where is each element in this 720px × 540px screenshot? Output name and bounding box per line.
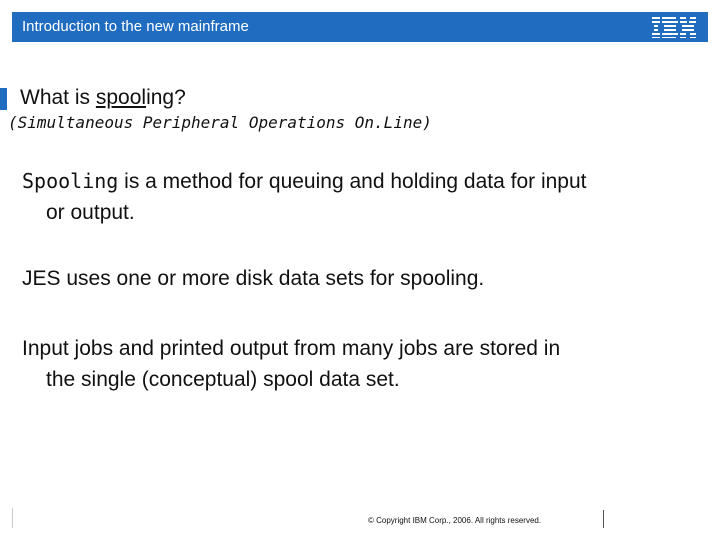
title-suffix: ing?	[146, 86, 186, 109]
paragraph-spooling-definition	[22, 166, 702, 228]
paragraph-line: the single (conceptual) spool data set.	[46, 368, 400, 391]
slide-title	[20, 86, 186, 110]
paragraph-jes-disk	[22, 263, 702, 294]
paragraph-spool-dataset	[22, 333, 702, 395]
paragraph-line: or output.	[46, 201, 135, 224]
paragraph-line: Input jobs and printed output from many jobs are stored in	[22, 337, 561, 360]
header-title: Introduction to the new mainframe	[22, 18, 249, 35]
acronym-expansion: (Simultaneous Peripheral Operations On.Line)	[8, 113, 432, 132]
ibm-logo	[652, 16, 698, 38]
copyright-notice: © Copyright IBM Corp., 2006. All rights reserved.	[368, 516, 542, 525]
title-prefix: What is	[20, 86, 96, 109]
paragraph-line: is a method for queuing and holding data for input	[118, 170, 587, 193]
term-spooling: Spooling	[22, 169, 119, 193]
title-accent-bar	[0, 88, 7, 110]
footer-divider-right	[603, 510, 604, 528]
title-underlined: spool	[95, 86, 147, 109]
header-bar	[12, 12, 708, 42]
footer-divider-left	[12, 508, 13, 528]
paragraph-line: JES uses one or more disk data sets for spooling.	[22, 267, 485, 290]
